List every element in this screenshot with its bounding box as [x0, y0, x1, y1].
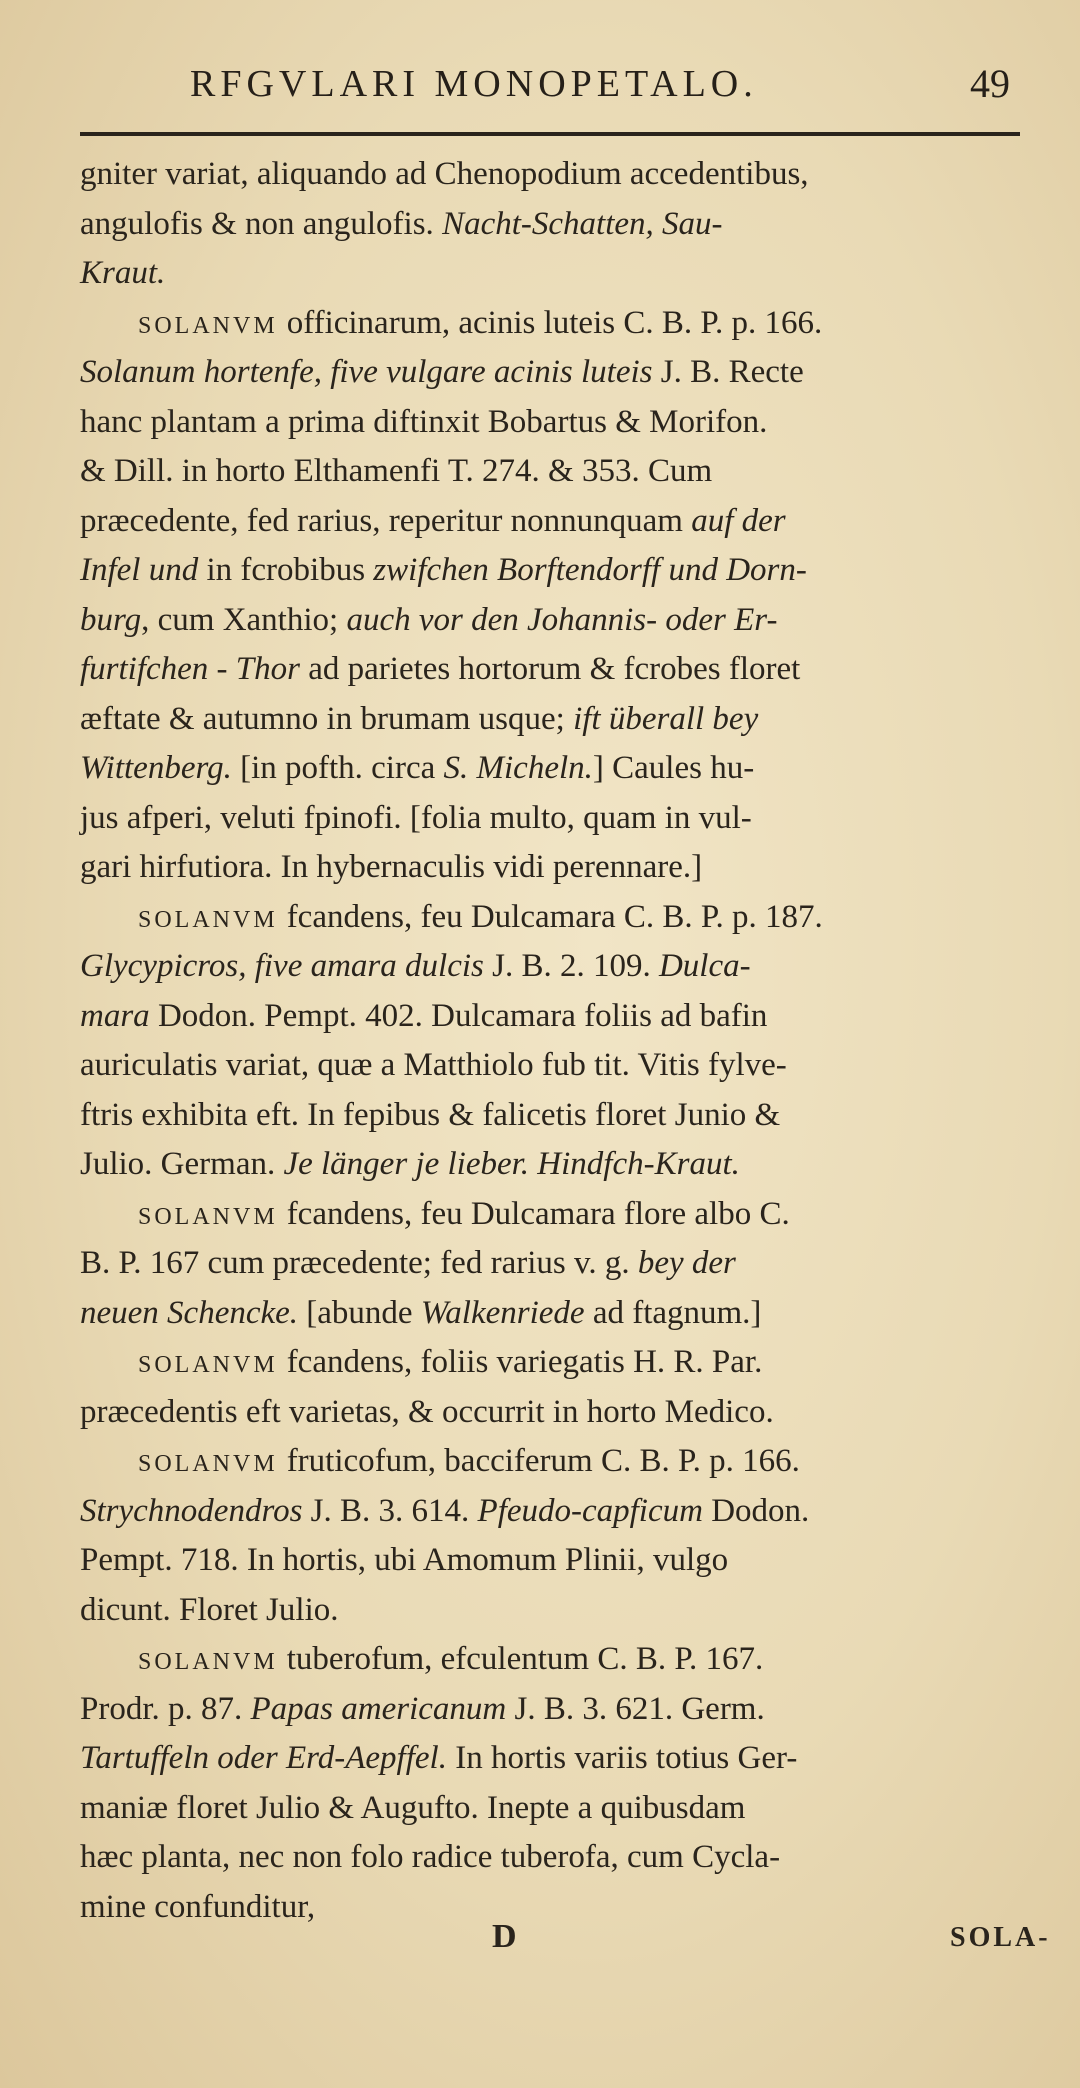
text-segment: fruticofum, bacciferum C. B. P. p. 166. — [286, 1443, 800, 1479]
text-segment: , cum Xanthio; — [141, 601, 347, 638]
text-segment: gniter variat, aliquando ad Chenopodium accedentibus, — [80, 156, 809, 192]
italic-text: Nacht-Schatten, Sau- — [442, 205, 723, 242]
text-line — [80, 348, 1065, 398]
text-segment: J. B. 2. 109. — [483, 948, 659, 984]
page-number: 49 — [970, 61, 1010, 106]
text-line — [80, 249, 1065, 299]
text-segment: [abunde — [298, 1294, 421, 1331]
italic-text: S. Micheln. — [443, 750, 593, 786]
text-segment: & Dill. in horto Elthamenfi T. 274. & 353. Cum — [80, 453, 713, 489]
text-line — [80, 1536, 1065, 1586]
text-segment: ] Caules hu- — [592, 750, 755, 786]
text-segment: B. P. 167 cum præcedente; fed rarius v. g. — [80, 1245, 638, 1281]
text-segment: In hortis variis totius Ger- — [446, 1740, 798, 1776]
text-segment: fcandens, foliis variegatis H. R. Par. — [286, 1344, 763, 1380]
text-line — [80, 1586, 1065, 1636]
entry-heading-line — [80, 1190, 1065, 1240]
text-segment: tuberofum, efculentum C. B. P. 167. — [286, 1641, 764, 1677]
italic-text: Papas americanum — [250, 1690, 507, 1727]
text-line — [80, 596, 1065, 646]
text-line — [80, 1388, 1065, 1438]
genus-name: SOLANVM — [138, 906, 287, 933]
italic-text: Dulca- — [658, 948, 751, 984]
genus-name: SOLANVM — [138, 1649, 287, 1675]
text-segment: Dodon. — [702, 1492, 810, 1529]
italic-text: Strychnodendros — [80, 1492, 303, 1529]
signature-mark: D — [492, 1918, 517, 1955]
text-line — [80, 398, 1065, 448]
text-segment: J. B. 3. 614. — [302, 1492, 478, 1529]
text-segment: officinarum, acinis luteis C. B. P. p. 166. — [286, 304, 823, 341]
header-rule — [80, 132, 1020, 136]
text-segment: angulofis & non angulofis. — [80, 205, 443, 242]
text-segment: gari hirfutiora. In hybernaculis vidi perennare.] — [80, 849, 703, 885]
italic-text: zwifchen Borftendorff und Dorn- — [373, 552, 807, 588]
text-line — [80, 1883, 1065, 1933]
italic-text: bey der — [637, 1245, 736, 1281]
text-line — [80, 645, 1065, 695]
text-line — [80, 1685, 1065, 1735]
italic-text: mara — [80, 997, 150, 1034]
italic-text: Kraut. — [80, 255, 166, 291]
body-text — [80, 150, 1065, 1932]
italic-text: Walkenriede — [420, 1294, 585, 1331]
text-segment: æftate & autumno in brumam usque; — [80, 700, 574, 737]
italic-text: Je länger je lieber. Hindfch-Kraut. — [283, 1146, 740, 1182]
genus-name: SOLANVM — [138, 1451, 287, 1477]
text-line — [80, 695, 1065, 745]
italic-text: auf der — [691, 502, 786, 539]
text-line — [80, 200, 1065, 250]
text-segment: ad ftagnum.] — [584, 1294, 762, 1331]
text-segment: præcedentis eft varietas, & occurrit in horto Medico. — [80, 1393, 774, 1430]
italic-text: Tartuffeln oder Erd-Aepffel. — [80, 1740, 447, 1776]
text-segment: J. B. Recte — [652, 354, 804, 390]
text-segment: maniæ floret Julio & Augufto. Inepte a quibusdam — [80, 1789, 746, 1826]
running-head: RFGVLARI MONOPETALO. — [190, 63, 758, 105]
text-segment: in fcrobibus — [198, 552, 374, 588]
text-segment: hanc plantam a prima diftinxit Bobartus & Morifon. — [80, 403, 768, 440]
text-segment: fcandens, feu Dulcamara flore albo C. — [286, 1195, 790, 1232]
italic-text: Pfeudo-capficum — [477, 1492, 703, 1529]
entry-heading-line — [80, 1437, 1065, 1487]
text-segment: ad parietes hortorum & fcrobes floret — [300, 651, 801, 687]
text-line — [80, 1289, 1065, 1339]
text-line — [80, 546, 1065, 596]
italic-text: auch vor den Johannis- oder Er- — [346, 601, 778, 638]
text-line — [80, 1041, 1065, 1091]
text-segment: hæc planta, nec non folo radice tuberofa, cum Cycla- — [80, 1839, 781, 1875]
text-line — [80, 150, 1065, 200]
text-line — [80, 447, 1065, 497]
text-line — [80, 794, 1065, 844]
text-line — [80, 1140, 1065, 1190]
italic-text: furtifchen - Thor — [80, 651, 300, 687]
italic-text: Wittenberg. — [80, 750, 232, 786]
italic-text: burg — [80, 601, 142, 638]
text-segment: auriculatis variat, quæ a Matthiolo fub tit. Vitis fylve- — [80, 1047, 787, 1083]
entry-heading-line — [80, 299, 1065, 349]
text-line — [80, 843, 1065, 893]
genus-name: SOLANVM — [138, 1352, 287, 1378]
entry-heading-line — [80, 1338, 1065, 1388]
entry-heading-line — [80, 893, 1065, 943]
text-line — [80, 1784, 1065, 1834]
text-segment: Dodon. Pempt. 402. Dulcamara foliis ad bafin — [149, 997, 768, 1034]
text-line — [80, 992, 1065, 1042]
italic-text: Infel und — [80, 552, 199, 588]
text-line — [80, 1734, 1065, 1784]
italic-text: ift überall bey — [573, 700, 759, 737]
text-segment: Pempt. 718. In hortis, ubi Amomum Plinii, vulgo — [80, 1542, 729, 1578]
text-segment: J. B. 3. 621. Germ. — [506, 1690, 765, 1727]
text-line — [80, 1091, 1065, 1141]
genus-name: SOLANVM — [138, 1203, 287, 1230]
text-segment: Julio. German. — [80, 1146, 284, 1182]
text-line — [80, 1487, 1065, 1537]
text-segment: [in pofth. circa — [231, 750, 444, 786]
text-line — [80, 942, 1065, 992]
text-segment: mine confunditur, — [80, 1888, 316, 1925]
text-segment: dicunt. Floret Julio. — [80, 1591, 339, 1628]
text-segment: ftris exhibita eft. In fepibus & falicetis floret Junio & — [80, 1096, 781, 1133]
italic-text: Solanum hortenfe, five vulgare acinis luteis — [80, 354, 653, 390]
italic-text: neuen Schencke. — [80, 1294, 299, 1331]
text-segment: jus afperi, veluti fpinofi. [folia multo, quam in vul- — [80, 799, 752, 836]
text-line — [80, 1239, 1065, 1289]
text-segment: fcandens, feu Dulcamara C. B. P. p. 187. — [286, 898, 823, 935]
text-segment: præcedente, fed rarius, reperitur nonnunquam — [80, 502, 692, 539]
entry-heading-line — [80, 1635, 1065, 1685]
text-line — [80, 1833, 1065, 1883]
text-segment: Prodr. p. 87. — [80, 1690, 251, 1727]
text-line — [80, 497, 1065, 547]
text-line — [80, 744, 1065, 794]
italic-text: Glycypicros, five amara dulcis — [80, 948, 484, 984]
genus-name: SOLANVM — [138, 312, 287, 339]
catchword: SOLA- — [950, 1922, 1051, 1953]
